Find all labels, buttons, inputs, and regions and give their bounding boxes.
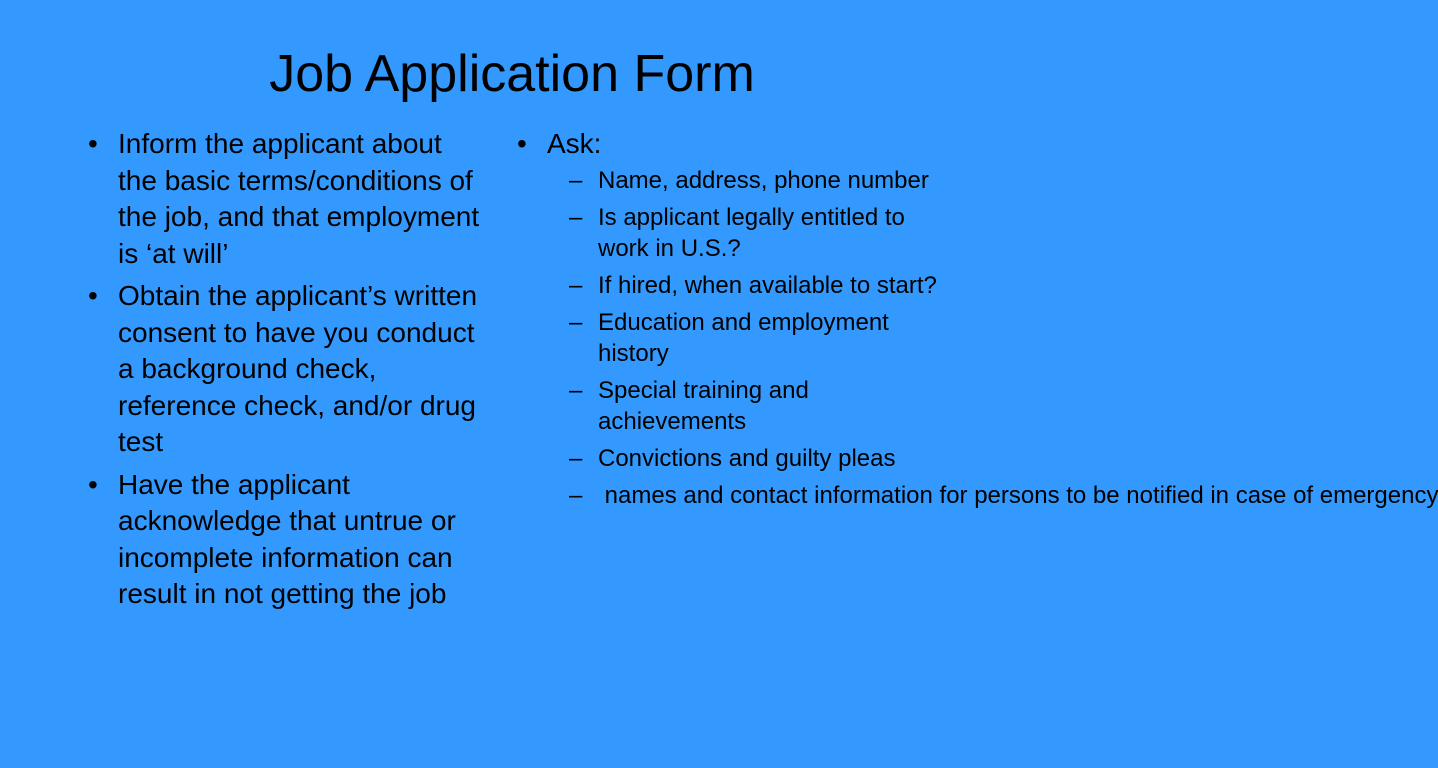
sub-list-item <box>547 165 937 196</box>
ask-sub-list <box>547 165 1438 511</box>
bullet-icon: • <box>88 128 98 159</box>
dash-icon: – <box>569 481 583 509</box>
sub-item-text: Special training and achievements <box>598 376 809 435</box>
bullet-text: Obtain the applicant’s written consent to have you conduct a background check, reference check, and/or drug test <box>118 280 478 457</box>
dash-icon: – <box>569 308 583 336</box>
dash-icon: – <box>569 444 583 472</box>
list-item <box>517 126 1438 511</box>
sub-list-item <box>547 443 937 474</box>
left-bullet-list <box>88 126 488 613</box>
sub-list-item <box>547 375 937 437</box>
bullet-icon: • <box>88 468 98 500</box>
slide-title: Job Application Form <box>269 45 755 103</box>
bullet-icon: • <box>517 128 527 159</box>
sub-item-text: Is applicant legally entitled to work in U.S.? <box>598 203 905 262</box>
sub-item-text: If hired, when available to start? <box>598 271 937 299</box>
right-column <box>517 126 1438 517</box>
sub-list-item <box>547 307 937 369</box>
dash-icon: – <box>569 203 583 231</box>
dash-icon: – <box>569 271 583 299</box>
bullet-icon: • <box>88 280 98 311</box>
sub-item-text: Convictions and guilty pleas <box>598 444 896 472</box>
sub-list-item <box>547 480 1438 511</box>
list-item <box>88 126 488 272</box>
list-item <box>88 278 488 461</box>
bullet-text: Have the applicant acknowledge that untrue or incomplete information can result in not getting the job <box>118 468 456 609</box>
list-item <box>88 467 488 613</box>
sub-list-item <box>547 202 937 264</box>
right-bullet-list <box>517 126 1438 511</box>
bullet-text: Inform the applicant about the basic terms/conditions of the job, and that employment is ‘at will’ <box>118 128 480 269</box>
dash-icon: – <box>569 376 583 404</box>
sub-list-item <box>547 270 937 301</box>
sub-item-text: names and contact information for persons to be notified in case of emergency <box>598 481 1438 509</box>
sub-item-text: Name, address, phone number <box>598 166 929 194</box>
dash-icon: – <box>569 166 583 194</box>
sub-item-text: Education and employment history <box>598 308 889 367</box>
ask-heading: Ask: <box>547 128 602 159</box>
left-column <box>88 126 488 619</box>
